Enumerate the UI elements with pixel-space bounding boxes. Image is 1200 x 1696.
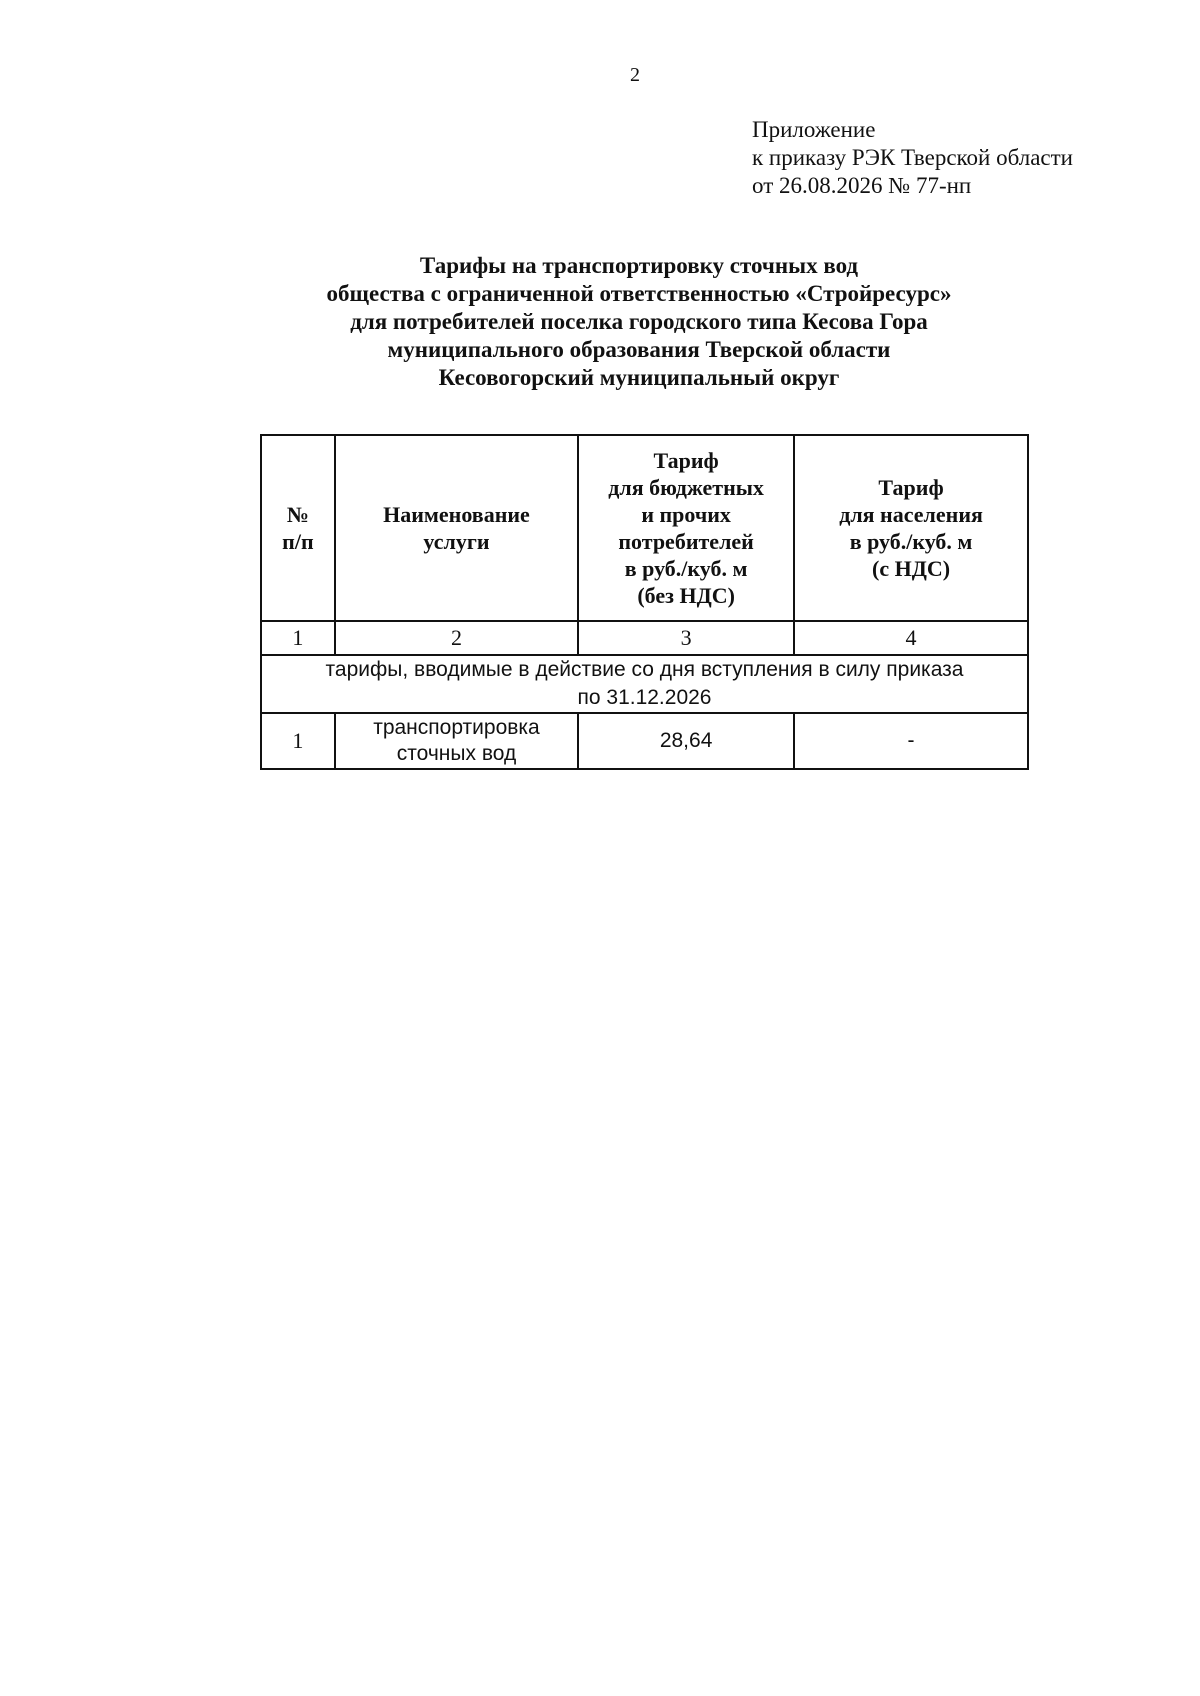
header-text: Наименование xyxy=(383,502,530,527)
header-text: № xyxy=(286,502,309,527)
header-text: и прочих xyxy=(641,502,731,527)
title-line: муниципального образования Тверской области xyxy=(387,337,891,362)
page-number: 2 xyxy=(630,64,640,86)
row-service-name xyxy=(335,713,578,769)
header-text: в руб./куб. м xyxy=(624,556,748,581)
period-row xyxy=(261,655,1028,713)
table-header-row xyxy=(261,435,1028,621)
header-text: Тариф xyxy=(878,475,944,500)
period-line: по 31.12.2026 xyxy=(577,686,712,709)
row-population-tariff: - xyxy=(794,713,1028,769)
appendix-line: от 26.08.2026 № 77-нп xyxy=(752,173,972,198)
title-line: для потребителей поселка городского типа Кесова Гора xyxy=(350,309,928,334)
header-text: для бюджетных xyxy=(608,475,764,500)
header-number xyxy=(261,435,335,621)
header-text: (без НДС) xyxy=(637,583,735,608)
header-text: п/п xyxy=(282,529,314,554)
appendix-line: к приказу РЭК Тверской области xyxy=(752,145,1073,170)
service-line: сточных вод xyxy=(396,742,517,765)
header-text: услуги xyxy=(423,529,490,554)
header-text: Тариф xyxy=(653,448,719,473)
header-service-name xyxy=(335,435,578,621)
header-budget-tariff xyxy=(578,435,794,621)
document-title xyxy=(200,252,1078,392)
appendix-block xyxy=(752,116,1073,200)
title-line: общества с ограниченной ответственностью «Стройресурс» xyxy=(326,281,952,306)
header-text: (с НДС) xyxy=(872,556,951,581)
period-line: тарифы, вводимые в действие со дня вступления в силу приказа xyxy=(325,658,964,681)
column-number-row xyxy=(261,621,1028,655)
appendix-line: Приложение xyxy=(752,117,876,142)
column-number: 2 xyxy=(335,621,578,655)
header-text: для населения xyxy=(839,502,983,527)
header-text: потребителей xyxy=(618,529,754,554)
header-population-tariff xyxy=(794,435,1028,621)
period-cell xyxy=(261,655,1028,713)
column-number: 1 xyxy=(261,621,335,655)
column-number: 3 xyxy=(578,621,794,655)
service-line: транспортировка xyxy=(373,716,540,739)
table-row xyxy=(261,713,1028,769)
column-number: 4 xyxy=(794,621,1028,655)
row-budget-tariff: 28,64 xyxy=(578,713,794,769)
row-number: 1 xyxy=(261,713,335,769)
title-line: Тарифы на транспортировку сточных вод xyxy=(419,253,859,278)
tariff-table xyxy=(260,434,1029,770)
title-line: Кесовогорский муниципальный округ xyxy=(438,365,840,390)
header-text: в руб./куб. м xyxy=(849,529,973,554)
